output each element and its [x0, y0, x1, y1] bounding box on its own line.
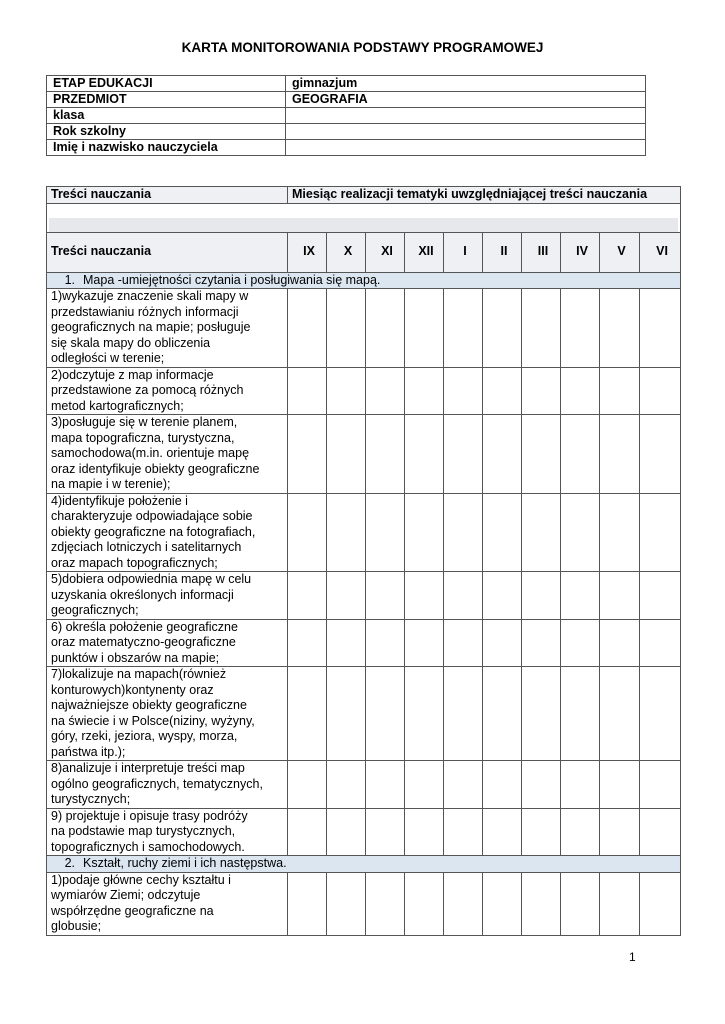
month-cell[interactable] [327, 367, 366, 415]
month-cell[interactable] [405, 415, 444, 494]
info-value: gimnazjum [286, 76, 646, 92]
month-cell[interactable] [288, 619, 327, 667]
month-cell[interactable] [366, 289, 405, 368]
curriculum-item [47, 619, 288, 667]
section-row [47, 272, 681, 289]
month-cell[interactable] [561, 367, 600, 415]
month-cell[interactable] [444, 761, 483, 809]
item-line: globusie; [51, 919, 102, 933]
info-key: PRZEDMIOT [47, 92, 286, 108]
month-cell[interactable] [405, 667, 444, 761]
month-cell[interactable] [640, 619, 681, 667]
month-cell[interactable] [444, 289, 483, 368]
table-row [47, 367, 681, 415]
item-line: 1)podaje główne cechy kształtu i [51, 872, 231, 887]
item-line: konturowych)kontynenty oraz [51, 682, 214, 697]
month-cell[interactable] [522, 367, 561, 415]
item-line: oraz mapach topograficznych; [51, 555, 218, 570]
item-line: na mapie i w terenie); [51, 477, 171, 491]
month-cell[interactable] [522, 289, 561, 368]
item-line: uzyskania określonych informacji [51, 587, 234, 602]
month-header: XII [405, 232, 444, 272]
month-header-row [47, 232, 681, 272]
month-cell[interactable] [444, 493, 483, 572]
month-cell[interactable] [522, 667, 561, 761]
item-line: oraz identyfikuje obiekty geograficzne [51, 461, 260, 476]
month-cell[interactable] [640, 415, 681, 494]
item-line: metod kartograficznych; [51, 398, 184, 413]
curriculum-item [47, 367, 288, 415]
month-cell[interactable] [483, 289, 522, 368]
item-line: przedstawianiu różnych informacji [51, 304, 239, 319]
month-cell[interactable] [288, 872, 327, 935]
month-cell[interactable] [366, 367, 405, 415]
month-cell[interactable] [366, 493, 405, 572]
month-cell[interactable] [444, 572, 483, 620]
item-line: geograficznych; [51, 603, 139, 617]
month-cell[interactable] [640, 808, 681, 856]
month-cell[interactable] [600, 761, 640, 809]
month-cell[interactable] [288, 289, 327, 368]
month-cell[interactable] [483, 493, 522, 572]
month-cell[interactable] [522, 619, 561, 667]
page-title: KARTA MONITOROWANIA PODSTAWY PROGRAMOWEJ [181, 40, 544, 55]
table-row [47, 761, 681, 809]
table-spacer-row [47, 203, 681, 232]
month-cell[interactable] [405, 761, 444, 809]
month-cell[interactable] [444, 619, 483, 667]
month-header: IV [561, 232, 600, 272]
shaded-band [49, 218, 678, 232]
month-cell[interactable] [288, 367, 327, 415]
month-cell[interactable] [522, 415, 561, 494]
section-number: 2. [64, 856, 75, 870]
item-line: wymiarów Ziemi; odczytuje [51, 888, 201, 902]
info-key: klasa [47, 108, 286, 124]
month-cell[interactable] [600, 289, 640, 368]
month-header: IX [288, 232, 327, 272]
item-line: 7)lokalizuje na mapach(również [51, 667, 227, 681]
item-line: 3)posługuje się w terenie planem, [51, 415, 238, 429]
item-line: 1)wykazuje znaczenie skali mapy w [51, 289, 249, 303]
month-cell[interactable] [561, 808, 600, 856]
item-line: 5)dobiera odpowiednia mapę w celu [51, 572, 252, 586]
month-header: XI [366, 232, 405, 272]
info-row [47, 140, 646, 156]
month-cell[interactable] [327, 619, 366, 667]
month-cell[interactable] [327, 289, 366, 368]
month-cell[interactable] [483, 367, 522, 415]
month-cell[interactable] [444, 367, 483, 415]
month-cell[interactable] [561, 667, 600, 761]
item-line: oraz matematyczno-geograficzne [51, 635, 236, 649]
info-row [47, 124, 646, 140]
month-cell[interactable] [444, 872, 483, 935]
month-cell[interactable] [288, 667, 327, 761]
month-cell[interactable] [640, 367, 681, 415]
month-cell[interactable] [483, 415, 522, 494]
curriculum-item [47, 493, 288, 572]
curriculum-item [47, 572, 288, 620]
month-cell[interactable] [561, 572, 600, 620]
column-label: Treści nauczania [47, 232, 288, 272]
month-cell[interactable] [561, 761, 600, 809]
month-cell[interactable] [522, 872, 561, 935]
month-cell[interactable] [522, 572, 561, 620]
month-cell[interactable] [366, 619, 405, 667]
month-cell[interactable] [366, 667, 405, 761]
item-line: odległości w terenie; [51, 351, 165, 365]
month-cell[interactable] [640, 493, 681, 572]
item-line: się skala mapy do obliczenia [51, 335, 211, 350]
item-line: charakteryzuje odpowiadające sobie [51, 509, 253, 523]
month-cell[interactable] [366, 415, 405, 494]
month-header: II [483, 232, 522, 272]
header-left: Treści nauczania [47, 187, 288, 204]
month-cell[interactable] [522, 808, 561, 856]
month-header: X [327, 232, 366, 272]
section-number: 1. [64, 272, 75, 287]
month-cell[interactable] [561, 289, 600, 368]
item-line: 2)odczytuje z map informacje [51, 367, 214, 382]
month-cell[interactable] [483, 872, 522, 935]
month-cell[interactable] [288, 808, 327, 856]
item-line: turystycznych; [51, 792, 131, 806]
month-cell[interactable] [405, 289, 444, 368]
month-cell[interactable] [327, 415, 366, 494]
table-row [47, 493, 681, 572]
item-line: 9) projektuje i opisuje trasy podróży [51, 808, 248, 823]
curriculum-item [47, 415, 288, 494]
curriculum-item [47, 289, 288, 368]
info-value [286, 108, 646, 124]
month-cell[interactable] [483, 808, 522, 856]
month-cell[interactable] [483, 761, 522, 809]
section-title: Mapa -umiejętności czytania i posługiwania się mapą. [83, 272, 381, 287]
month-cell[interactable] [444, 808, 483, 856]
month-header: VI [640, 232, 681, 272]
info-key: ETAP EDUKACJI [47, 76, 286, 92]
item-line: przedstawione za pomocą różnych [51, 383, 244, 397]
month-cell[interactable] [640, 289, 681, 368]
month-cell[interactable] [327, 761, 366, 809]
month-cell[interactable] [366, 872, 405, 935]
item-line: najważniejsze obiekty geograficzne [51, 698, 247, 712]
curriculum-item [47, 808, 288, 856]
month-cell[interactable] [288, 493, 327, 572]
month-cell[interactable] [561, 619, 600, 667]
month-cell[interactable] [600, 415, 640, 494]
month-cell[interactable] [600, 493, 640, 572]
month-cell[interactable] [600, 367, 640, 415]
item-line: topograficznych i samochodowych. [51, 839, 245, 854]
info-value: GEOGRAFIA [286, 92, 646, 108]
item-line: zdjęciach lotniczych i satelitarnych [51, 540, 242, 554]
month-cell[interactable] [600, 872, 640, 935]
table-row [47, 415, 681, 494]
item-line: 6) określa położenie geograficzne [51, 619, 238, 634]
info-value [286, 140, 646, 156]
month-cell[interactable] [640, 761, 681, 809]
curriculum-item [47, 872, 288, 935]
item-line: obiekty geograficzne na fotografiach, [51, 524, 256, 539]
month-cell[interactable] [366, 572, 405, 620]
item-line: geograficznych na mapie; posługuje [51, 320, 251, 334]
table-row [47, 289, 681, 368]
page-number: 1 [629, 950, 636, 964]
item-line: na podstawie map turystycznych, [51, 824, 236, 838]
month-cell[interactable] [600, 808, 640, 856]
section-row [47, 856, 681, 873]
table-row [47, 667, 681, 761]
curriculum-item [47, 761, 288, 809]
month-cell[interactable] [327, 572, 366, 620]
info-row [47, 92, 646, 108]
month-cell[interactable] [288, 415, 327, 494]
month-cell[interactable] [444, 415, 483, 494]
item-line: 4)identyfikuje położenie i [51, 493, 188, 508]
month-cell[interactable] [522, 493, 561, 572]
month-cell[interactable] [405, 367, 444, 415]
month-cell[interactable] [600, 619, 640, 667]
month-cell[interactable] [561, 872, 600, 935]
info-key: Rok szkolny [47, 124, 286, 140]
info-row [47, 108, 646, 124]
month-cell[interactable] [561, 415, 600, 494]
curriculum-table [46, 186, 681, 936]
info-table [46, 75, 646, 156]
item-line: mapa topograficzna, turystyczna, [51, 430, 235, 445]
month-cell[interactable] [640, 572, 681, 620]
section-title: Kształt, ruchy ziemi i ich następstwa. [83, 856, 287, 870]
curriculum-item [47, 667, 288, 761]
month-cell[interactable] [288, 572, 327, 620]
table-row [47, 872, 681, 935]
month-cell[interactable] [405, 619, 444, 667]
month-cell[interactable] [405, 493, 444, 572]
item-line: na świecie i w Polsce(niziny, wyżyny, [51, 713, 255, 728]
month-cell[interactable] [327, 667, 366, 761]
month-cell[interactable] [366, 761, 405, 809]
month-cell[interactable] [640, 872, 681, 935]
month-header: III [522, 232, 561, 272]
month-cell[interactable] [561, 493, 600, 572]
month-cell[interactable] [600, 572, 640, 620]
month-cell[interactable] [405, 572, 444, 620]
month-cell[interactable] [522, 761, 561, 809]
month-header: I [444, 232, 483, 272]
info-key: Imię i nazwisko nauczyciela [47, 140, 286, 156]
info-value [286, 124, 646, 140]
month-cell[interactable] [640, 667, 681, 761]
table-row [47, 619, 681, 667]
item-line: góry, rzeki, jeziora, wyspy, morza, [51, 729, 238, 743]
month-cell[interactable] [405, 808, 444, 856]
item-line: ogólno geograficznych, tematycznych, [51, 776, 263, 791]
month-cell[interactable] [288, 761, 327, 809]
table-header-row [47, 187, 681, 204]
item-line: państwa itp.); [51, 744, 126, 759]
month-header: V [600, 232, 640, 272]
month-cell[interactable] [327, 808, 366, 856]
item-line: 8)analizuje i interpretuje treści map [51, 761, 245, 775]
table-row [47, 808, 681, 856]
month-cell[interactable] [600, 667, 640, 761]
month-cell[interactable] [483, 572, 522, 620]
month-cell[interactable] [327, 872, 366, 935]
item-line: punktów i obszarów na mapie; [51, 650, 220, 665]
month-cell[interactable] [405, 872, 444, 935]
header-right: Miesiąc realizacji tematyki uwzględniającej treści nauczania [288, 187, 681, 204]
item-line: samochodowa(m.in. orientuje mapę [51, 446, 250, 460]
month-cell[interactable] [483, 667, 522, 761]
month-cell[interactable] [483, 619, 522, 667]
month-cell[interactable] [327, 493, 366, 572]
month-cell[interactable] [366, 808, 405, 856]
month-cell[interactable] [444, 667, 483, 761]
item-line: współrzędne geograficzne na [51, 903, 214, 918]
table-row [47, 572, 681, 620]
info-row [47, 76, 646, 92]
